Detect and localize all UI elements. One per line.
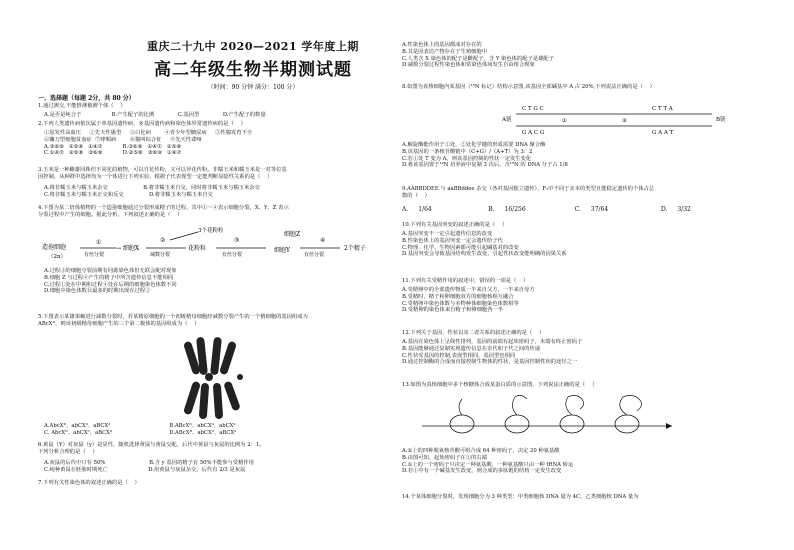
dna-seq-bottom-1: G A C G [522, 130, 545, 136]
question-13-options: A.①上的四种脱氧核苷酸可组合成 64 种密码子，决定 20 种氨基酸 B.由图可知，起始密码子在①的右端 C.①上的一个密码子只决定一种氨基酸，一种氨基酸只由一种 tRNA 转运 D.若①中有一个碱基发生改变，则合成的多肽链的结构一定发生改变 [402, 448, 574, 475]
section-heading: 一、选择题（每题 2分，共 80 分） [38, 95, 135, 102]
question-4: 4.下图为某二倍体植物的一个造孢细胞通过分裂形成精子的过程，其中①～④表示细胞分裂，X、Y、Z 表示 分裂过程中产生的细胞。据此分析，下列叙述正确的是（ ） [38, 205, 289, 218]
question-7: 7.下列有关性染色体的叙述正确的是（ ） [38, 480, 140, 486]
polypeptide-1 [459, 399, 462, 415]
question-11: 11.下列有关受精作用的叙述中，错误的一项是（ ） [402, 278, 529, 284]
question-5-options: A.AbcXᴰ、abCXᵈ、aBCXᵈ B.ABcXᴰ、abCXᵈ、abCXᵈ C. AbcXᴰ、abCXᵈ、aBCXᵈ D.ABcXᴰ、abCXᵈ、aBCXᵈ [44, 423, 237, 436]
question-11-options: A.受精卵中的全部遗传物质一半来自父方，一半来自母方 B.受精时，精子和卵细胞双方的细胞核相互融合 C.受精卵中染色体数与本物种体细胞染色体数相等 D.受精卵的染色体来自精子和卵细胞各一半 [402, 287, 535, 314]
question-12: 12.下列关于基因、性状以及二者关系的叙述正确的是（ ） [402, 330, 545, 336]
question-2-options: ①原发性高血压 ②先天性愚型 ③白化病 ④青少年型糖尿病 ⑤性腺发育不全 ⑥镰刀型细胞贫血症 ⑦哮喘病 ⑧猫叫综合征 ⑨先天性聋哑 A.③⑥⑨ ②⑤⑧ ①④⑦ B.③⑥⑨ ①④⑦ ②⑤⑧ C.①④⑦ ②⑤⑧ ③⑥⑨ D.②⑤⑧ ③⑥⑨ ①④⑦ [44, 130, 253, 157]
dna-label-b: B链 [716, 117, 726, 123]
question-14: 14.个某体细胞分裂时，发现细胞分为 3 种类型：甲类细胞核 DNA 量为 4C，乙类细胞核 DNA 量为 [402, 494, 639, 500]
question-10-options: A.基因突变不一定引起遗传信息的改变 B.性染色体上的基因突变一定会遗传给子代 C.物理、化学、生物因素都可能引起碱基对的改变 D.基因突变会导致基因结构发生改变，引起性状改变能明确的因果关系 [402, 231, 567, 258]
ribosome-figure [422, 394, 682, 444]
question-4-options: A.过程③的细胞分裂前期有同源染色体但无联会配对现象 B.细胞 Z 与过程④产生的精子中所含遗传信息不能相同 C.过程①处在中期和过程④处在后期的细胞染色体数不同 D.细胞中染色体数目最多的时期出现在过程② [44, 268, 177, 295]
flow-start-cell: 造孢细胞 [42, 244, 67, 251]
question-8-options: A.解旋酶能作用于①处，②处化学键的形成需要 DNA 聚合酶 B.该基因的一条核苷酸链中（C+G）/（A+T）为 3：2 C.若①处 T 变为 A，则该基因控制的性状一定发生变化 D.将该基因置于¹⁴N 培养液中复制 3 次后，含¹⁵N 的 DNA 分子占 1/8 [402, 142, 568, 169]
school-title: 重庆二十九中 2020—2021 学年度上期 [147, 40, 359, 53]
gene-structure-figure [502, 100, 732, 138]
question-5: 5.下图表示某雄果蝇进行减数分裂时，若某精原细胞的一个初级精母细胞经减数分裂产生的一个精细胞的基因组成为 ABcXᴰ，则该初级精母细胞产生的三个第二极体的基因组成为（ ） [38, 314, 308, 327]
q9-option-d-value: 3/32 [677, 206, 691, 213]
question-13: 13.如图为真核细胞中多个核糖体合成某蛋白质的示意图，下列说法正确的是（ ） [402, 382, 598, 388]
q9-option-c-value: 37/64 [590, 206, 609, 213]
dna-label-a: A链 [502, 117, 512, 123]
q9-option-a-value: 1/64 [418, 206, 432, 213]
dna-site-1: ① [562, 118, 567, 124]
ribosome-4 [615, 415, 639, 433]
flow-step-4: ④ [320, 237, 326, 244]
flow-step-3-label: 有丝分裂 [222, 252, 243, 258]
flow-step-4-label: 有丝分裂 [304, 252, 325, 258]
q9-option-b-letter: B. [488, 206, 495, 213]
q9-option-c-letter: C. [574, 206, 581, 213]
dna-seq-top-1: C T G C [522, 106, 544, 112]
flow-step-2: ② [160, 237, 166, 244]
question-1: 1.通过测交,不能推测被测个体（ ） [38, 103, 126, 109]
question-2: 2.下列人类遗传病依次属于单基因遗传病、多基因遗传病和染色体异常遗传病的是（ ） [38, 121, 246, 127]
flow-step-3: ③ [234, 237, 240, 244]
q9-option-b-value: 16/256 [504, 206, 526, 213]
flow-three-pollen: 3个花粉粒 [198, 228, 224, 234]
ribosome-1 [450, 415, 474, 433]
chromosome-set [183, 337, 243, 420]
flow-step-1-label: 有丝分裂 [84, 252, 105, 258]
question-1-options: A.是否是纯合子 B.产生配子的比例 C.基因型 D.产生配子的数量 [44, 112, 266, 118]
ribosome-2 [505, 415, 529, 433]
question-12-options: A.基因在染色体上呈线性排列，基因的前端有起始密码子，末端有终止密码子 B.基因能够通过复制实现遗传信息在亲代和子代之间的传递 C.性状受基因的控制,表现型相同，基因型也相同 D.通过控制酶的合成而直接控制生物体的性状，是基因控制性状的途径之一 [402, 339, 583, 366]
question-10: 10.下列有关基因突变的叙述正确的是（ ） [402, 222, 508, 228]
polypeptide-4 [620, 395, 642, 415]
question-6: 6.黄鼠（Y）对灰鼠（y）是显性，随机选择黄鼠与黄鼠交配，后代中黄鼠与灰鼠的比例为 2：1。 下列分析合理的是（ ） [38, 442, 265, 455]
flow-cell-y: 细胞Y [274, 247, 290, 254]
ribosome-3 [560, 415, 584, 433]
q9-option-d-letter: D. [660, 206, 668, 213]
dna-site-2: ② [622, 118, 627, 124]
mrna-arrow-icon [666, 423, 672, 429]
question-9: 9.AABBDDEE 与 aaBBddee 杂交（各对基因独立遗传），F₂中不同于亲本的类型且能稳定遗传的个体占总 数的（ ） [402, 186, 655, 199]
question-9-options [402, 206, 764, 214]
chromosome-figure [178, 335, 258, 423]
exam-title: 高二年级生物半期测试题 [154, 60, 352, 80]
flow-cell-z: 细胞Z [284, 231, 301, 238]
flow-pollen: 花粉粒 [188, 245, 207, 252]
polypeptide-3 [566, 395, 584, 415]
polypeptide-2 [512, 395, 527, 415]
pollen-flow-diagram [38, 222, 390, 266]
question-6-options: A.灰鼠的后代中只有 50% B.含 y 基因的精子有 50%不能参与受精作用 C.纯种黄鼠在胚胎时期死亡 D.用黄鼠与灰鼠杂交，后代有 2/3 是灰鼠 [44, 460, 254, 473]
flow-step-2-label: 减数分裂 [150, 252, 171, 258]
question-8: 8.如图为真核细胞内某基因（¹⁵N 标记）结构示意图,该基因全部碱基中 A 占 20%,下列说法正确的是（ ） [402, 84, 655, 90]
flow-step-1: ① [96, 239, 102, 246]
flow-cell-x: → 细胞X [116, 245, 140, 252]
flow-sperm: 2个精子 [344, 245, 366, 252]
exam-meta: （时间：90 分钟 满分：100 分） [207, 84, 299, 91]
flow-ploidy: （2n） [48, 254, 67, 260]
q9-option-a-letter: A. [402, 206, 409, 213]
question-3: 3.玉米是一种雌雄同株但不同花的植物，可以自花传粉，又可以异花传粉。非糯玉米和糯玉米是一对等位基 因控制，从种群中选择均为一个体进行下列实验，根据子代表现型一定能判断显隐性关系的是（ ） [38, 167, 287, 180]
dna-seq-top-2: C T T A [652, 106, 673, 112]
question-7-options: A.性染色体上的基因都成对存在的 B.其是因表达产物存在于生殖细胞中 C.人类含 X 染色体的配子是雌配子，含 Y 染色体的配子是雄配子 D.减数分裂过程性染色体和常染色体间发生自由组合现象 [402, 42, 554, 69]
question-3-options: A.将非糯玉米与糯玉米杂交 B.将非糯玉米自交，同时将非糯玉米与糯玉米杂交 C.将非糯玉米与糯玉米正交和反交 D.将非糯玉米与糯玉米自交 [44, 185, 260, 198]
dna-seq-bottom-2: G A A T [652, 130, 674, 136]
flow-branch-line [170, 232, 198, 240]
